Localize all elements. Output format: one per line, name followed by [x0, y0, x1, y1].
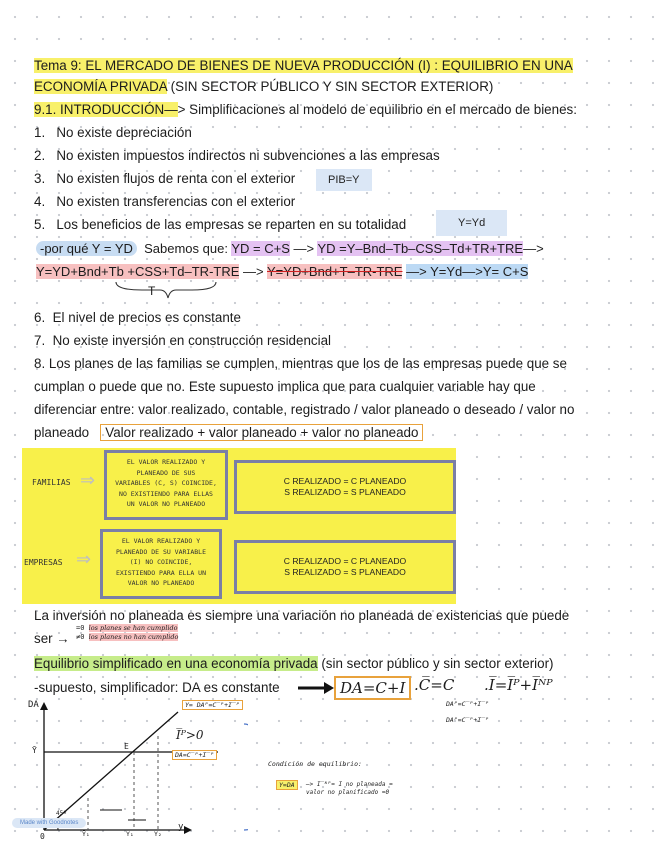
- desc-line: PLANEADO DE SUS: [136, 468, 196, 477]
- item-number: 3.: [34, 171, 46, 186]
- section-heading-highlight: 9.1. INTRODUCCIÓN: [34, 102, 165, 117]
- list-item: [34, 124, 192, 142]
- title-rest: (SIN SECTOR PÚBLICO Y SIN SECTOR EXTERIOR): [166, 79, 494, 94]
- desc-line: NO EXISTIENDO PARA ELLAS: [119, 489, 213, 498]
- handwritten-da2: DAᴾ=C̅ᴾ+I̅ᴾ: [446, 716, 490, 724]
- derivation-line-1: [36, 240, 544, 258]
- item8-planeado: planeado: [34, 425, 90, 440]
- item-number: 6.: [34, 310, 46, 325]
- list-item: [34, 193, 295, 211]
- graph-inv: I̅ᴾ>0: [176, 728, 204, 742]
- graph-x2: Y₁: [126, 830, 134, 838]
- inversion-options: [76, 624, 178, 642]
- title-line-1: [34, 57, 573, 75]
- equilibrio-heading: [34, 655, 554, 673]
- item-text: El nivel de precios es constante: [52, 310, 241, 325]
- item-number: 7.: [34, 333, 46, 348]
- arrow-right-icon: →: [56, 631, 70, 646]
- empresas-desc-box: [100, 529, 222, 599]
- eq-y-simplified: Y=YD+Bnd+T–TR-TRE: [267, 264, 403, 279]
- y-axis-arrow: [40, 702, 48, 710]
- item8-line-3: diferenciar entre: valor realizado, contable, registrado / valor planeado o deseado / valor no: [34, 402, 575, 417]
- item-number: 1.: [34, 125, 46, 140]
- list-item: [34, 309, 241, 327]
- title-line-2: [34, 78, 493, 96]
- item-text: Los beneficios de las empresas se reparten en su totalidad: [56, 217, 407, 232]
- graph-x3: Y₂: [154, 830, 162, 838]
- empresas-label: EMPRESAS: [24, 558, 63, 567]
- familias-eq-box: [234, 460, 456, 514]
- desc-line: EXISTIENDO PARA ELLA UN: [115, 568, 206, 577]
- arrow-right-icon: ⇒: [76, 549, 92, 569]
- why-pill: -por qué Y = YD: [36, 241, 137, 256]
- arrow-text: —>: [293, 241, 315, 256]
- handwritten-i: .I̅=I̅ᴾ+I̅ᴺᴾ: [484, 676, 553, 694]
- item8-line-1: 8. Los planes de las familias se cumplen, mientras que los de las empresas puede que se: [34, 356, 567, 371]
- cond-box: Y=DA: [276, 780, 298, 790]
- option-zero: [76, 624, 178, 633]
- ser-text: ser: [34, 631, 53, 646]
- eq-yd-cs: YD = C+S: [231, 241, 290, 256]
- supuesto-line: [34, 679, 280, 697]
- familias-label: FAMILIAS: [32, 478, 71, 487]
- cond-title: Condición de equilibrio:: [268, 760, 362, 768]
- watermark-badge: Made with Goodnotes: [12, 818, 86, 828]
- item-text: No existen impuestos indirectos ni subvenciones a las empresas: [56, 148, 440, 163]
- graph-ybar: Ȳ: [32, 746, 37, 755]
- item8-line-2: cumplan o puede que no. Este supuesto implica que para cualquier variable hay que: [34, 379, 536, 394]
- desc-line: PLANEADO DE SU VARIABLE: [115, 547, 206, 556]
- eq-yd-expanded: YD =Y–Bnd–Tb–CSS–Td+TR+TRE: [317, 241, 524, 256]
- arrow-text: —>: [523, 241, 544, 256]
- x-axis-arrow: [184, 826, 192, 834]
- title-highlight-2: ECONOMÍA PRIVADA: [34, 79, 167, 94]
- desc-line: (I) NO COINCIDE,: [129, 558, 193, 566]
- opt-symbol: ≠0: [76, 633, 85, 641]
- arrow-right-icon: ⇒: [80, 470, 96, 490]
- desc-line: EL VALOR REALIZADO Y: [126, 458, 206, 466]
- eq-y-expanded: Y=YD+Bnd+Tb +CSS+Td–TR-TRE: [36, 264, 240, 279]
- item-text: No existen transferencias con el exterior: [56, 194, 296, 209]
- empresas-eq-box: [234, 540, 456, 594]
- desc-line: UN VALOR NO PLANEADO: [126, 500, 206, 508]
- inversion-line-1: La inversión no planeada es siempre una variación no planeada de existencias que puede: [34, 608, 570, 623]
- familias-desc-box: [104, 450, 228, 520]
- opt-symbol: =0: [76, 624, 85, 632]
- thick-arrow-icon: [296, 680, 336, 696]
- opt-text: los planes no han cumplido: [88, 633, 179, 641]
- inversion-line-2: [34, 630, 70, 648]
- arrow-text: —>: [243, 264, 264, 279]
- item8-line-4: [34, 424, 423, 442]
- section-arrow: —: [164, 102, 178, 117]
- section-rest: > Simplificaciones al modelo de equilibrio en el mercado de bienes:: [177, 102, 577, 117]
- note-pib: PIB=Y: [316, 169, 372, 191]
- cond-rest: —> I̅ᴺᴾ= I no planeada = valor no planificado =0: [306, 781, 393, 796]
- brace-label: T: [148, 284, 156, 298]
- graph-x1: Ȳ₁: [82, 830, 90, 838]
- familias-eq-s: S REALIZADO = S PLANEADO: [284, 487, 406, 497]
- empresas-eq-c: C REALIZADO = C PLANEADO: [283, 556, 407, 566]
- empresas-eq-s: S REALIZADO = S PLANEADO: [284, 567, 406, 577]
- graph-da-box: DA=C̅ᴾ+I̅ᴾ: [172, 750, 217, 760]
- brace-icon: [112, 280, 222, 302]
- item-text: No existen flujos de renta con el exterior: [56, 171, 296, 186]
- graph-x-label: y: [178, 822, 184, 832]
- handwritten-da1: DAᴾ=C̅ᴾ+I̅ᴾ: [446, 700, 490, 708]
- right-brace: [244, 724, 248, 830]
- graph-y-label: DA: [28, 700, 39, 710]
- title-highlight: Tema 9: EL MERCADO DE BIENES DE NUEVA PRODUCCIÓN (I) : EQUILIBRIO EN UNA: [34, 58, 573, 73]
- graph-top-box: Y= DAᴾ=C̅ᴾ+I̅ᴾ: [182, 700, 243, 710]
- section-heading: [34, 101, 577, 119]
- da-formula-box: DA=C+I: [334, 676, 411, 700]
- item-number: 5.: [34, 217, 46, 232]
- sabemos-text: Sabemos que:: [144, 241, 228, 256]
- equilibrio-highlight: Equilibrio simplificado en una economía privada: [34, 656, 318, 671]
- opt-text: los planes se han cumplido: [88, 624, 178, 632]
- eq-y-final: —> Y=Yd—>Y= C+S: [406, 264, 529, 279]
- graph-e-label: E: [124, 742, 129, 751]
- boxed-formula: Valor realizado + valor planeado + valor no planeado: [100, 424, 423, 441]
- graph-deg: 45º: [56, 810, 67, 817]
- list-item: [34, 147, 440, 165]
- derivation-line-2: [36, 263, 528, 281]
- item-number: 4.: [34, 194, 46, 209]
- item-text: No existe depreciación: [56, 125, 192, 140]
- equilibrio-rest: (sin sector público y sin sector exterior): [317, 656, 554, 671]
- list-item: [34, 216, 406, 234]
- list-item: [34, 332, 331, 350]
- supuesto-text: -supuesto, simplificador: DA es constante: [34, 680, 280, 695]
- familias-eq-c: C REALIZADO = C PLANEADO: [283, 476, 407, 486]
- handwritten-c: .C̅=C: [414, 676, 455, 694]
- note-yyd: Y=Yd: [436, 210, 507, 236]
- desc-line: VALOR NO PLANEADO: [127, 579, 195, 587]
- item-number: 2.: [34, 148, 46, 163]
- option-nonzero: [76, 633, 178, 642]
- desc-line: EL VALOR REALIZADO Y: [121, 537, 201, 545]
- graph-origin: 0: [40, 832, 45, 841]
- item-text: No existe inversión en construcción residencial: [52, 333, 331, 348]
- desc-line: VARIABLES (C, S) COINCIDE,: [115, 479, 217, 487]
- list-item: [34, 170, 295, 188]
